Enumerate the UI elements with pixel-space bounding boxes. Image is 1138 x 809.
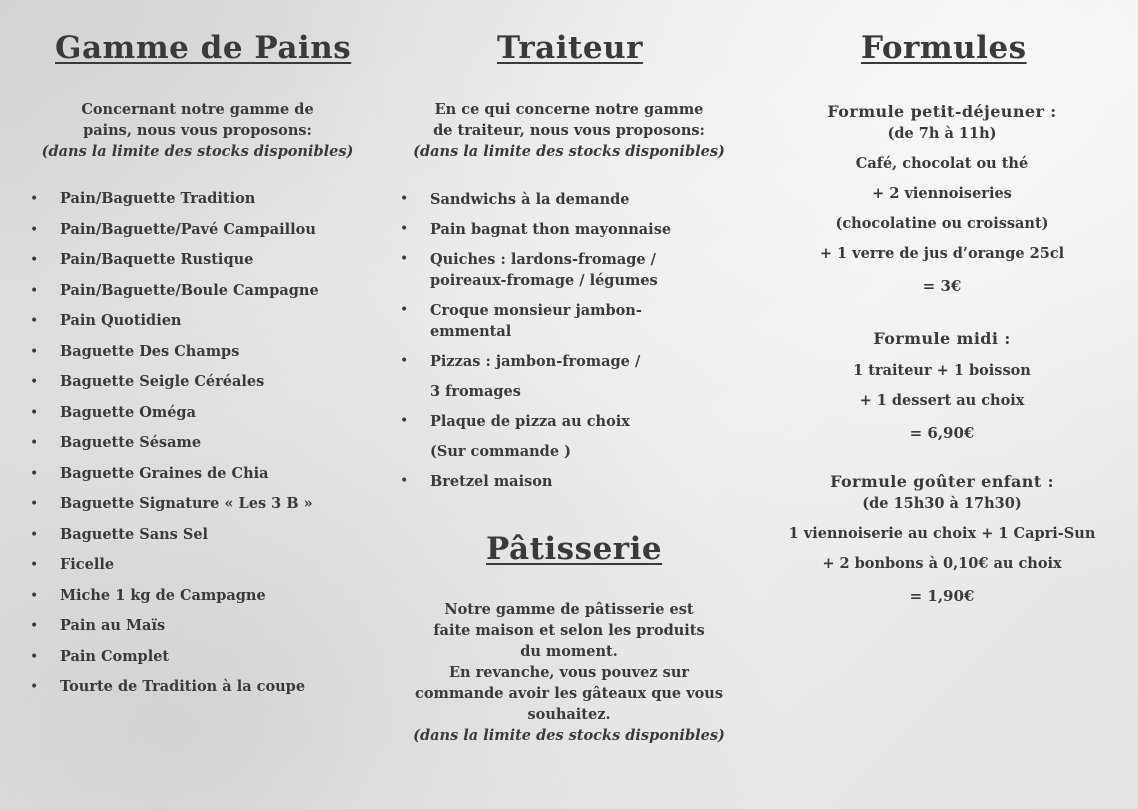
patisserie-line-6: souhaitez.	[527, 706, 611, 723]
formule-petit-dejeuner-line-1: Café, chocolat ou thé	[855, 155, 1029, 172]
formule-petit-dejeuner	[776, 101, 1108, 297]
formule-gouter-line-1: 1 viennoiserie au choix + 1 Capri-Sun	[788, 525, 1096, 542]
traiteur-list-item	[400, 471, 671, 492]
formule-gouter-price: = 1,90€	[909, 587, 975, 605]
traiteur-item-line-1: • Bretzel maison	[430, 473, 553, 490]
formule-midi-line-2: + 1 dessert au choix	[859, 392, 1025, 409]
traiteur-list-item	[400, 300, 671, 342]
traiteur-intro-line-2: de traiteur, nous vous proposons:	[433, 122, 705, 139]
pains-list-item: • Baguette Sans Sel	[30, 525, 319, 556]
traiteur-item-line-1: • Quiches : lardons-fromage /	[430, 251, 656, 268]
pains-intro-line-1: Concernant notre gamme de	[81, 101, 314, 118]
pains-list-item: • Pain/Baquette Rustique	[30, 250, 319, 281]
pains-list-item: • Miche 1 kg de Campagne	[30, 586, 319, 617]
traiteur-item-line-2: (Sur commande )	[430, 443, 571, 460]
pains-list-item: • Ficelle	[30, 555, 319, 586]
formule-petit-dejeuner-line-4: + 1 verre de jus d’orange 25cl	[819, 245, 1065, 262]
traiteur-item-line-1: • Sandwichs à la demande	[430, 191, 630, 208]
traiteur-list-item	[400, 411, 671, 462]
patisserie-line-5: commande avoir les gâteaux que vous	[414, 685, 723, 702]
traiteur-intro-line-1: En ce qui concerne notre gamme	[434, 101, 704, 118]
pains-list-item: • Baguette Signature « Les 3 B »	[30, 494, 319, 525]
formule-gouter-hours: (de 15h30 à 17h30)	[862, 495, 1022, 512]
traiteur-intro	[394, 99, 744, 162]
pains-list-item: • Tourte de Tradition à la coupe	[30, 677, 319, 708]
formule-midi-price: = 6,90€	[909, 424, 975, 442]
traiteur-item-line-2: emmental	[430, 323, 512, 340]
traiteur-item-line-2: poireaux-fromage / légumes	[430, 272, 658, 289]
patisserie-note: (dans la limite des stocks disponibles)	[413, 727, 725, 744]
pains-list-item: • Baguette Graines de Chia	[30, 464, 319, 495]
pains-list-item: • Pain/Baguette/Pavé Campaillou	[30, 220, 319, 251]
formule-midi-title: Formule midi :	[873, 329, 1011, 348]
formule-midi-line-1: 1 traiteur + 1 boisson	[853, 362, 1031, 379]
traiteur-list-item	[400, 189, 671, 210]
patisserie-text	[394, 599, 744, 746]
formule-gouter-title: Formule goûter enfant :	[830, 472, 1054, 491]
pains-heading: Gamme de Pains	[55, 30, 352, 66]
pains-list-item: • Baguette Oméga	[30, 403, 319, 434]
traiteur-heading: Traiteur	[497, 30, 643, 66]
pains-intro-line-2: pains, nous vous proposons:	[83, 122, 312, 139]
patisserie-heading: Pâtisserie	[486, 531, 663, 567]
formule-midi	[776, 328, 1108, 444]
formule-gouter-enfant	[776, 471, 1108, 607]
patisserie-line-3: du moment.	[520, 643, 618, 660]
formule-petit-dejeuner-price: = 3€	[922, 277, 962, 295]
pains-list-item: • Pain au Maïs	[30, 616, 319, 647]
traiteur-item-line-1: • Pain bagnat thon mayonnaise	[430, 221, 672, 238]
traiteur-list-item	[400, 249, 671, 291]
traiteur-list-item	[400, 219, 671, 240]
pains-list-item: • Pain Quotidien	[30, 311, 319, 342]
traiteur-list-item	[400, 351, 671, 402]
formule-petit-dejeuner-line-3: (chocolatine ou croissant)	[835, 215, 1049, 232]
pains-list-item: • Baguette Sésame	[30, 433, 319, 464]
traiteur-item-line-1: • Plaque de pizza au choix	[430, 413, 630, 430]
pains-list-item: • Pain/Baguette Tradition	[30, 189, 319, 220]
formule-petit-dejeuner-hours: (de 7h à 11h)	[887, 125, 997, 142]
traiteur-list	[400, 189, 671, 501]
pains-list-item: • Baguette Seigle Céréales	[30, 372, 319, 403]
pains-list-item: • Pain/Baguette/Boule Campagne	[30, 281, 319, 312]
formule-gouter-line-2: + 2 bonbons à 0,10€ au choix	[822, 555, 1062, 572]
formules-heading: Formules	[861, 30, 1027, 66]
pains-list-item: • Baguette Des Champs	[30, 342, 319, 373]
pains-list-item: • Pain Complet	[30, 647, 319, 678]
pains-list	[30, 189, 319, 708]
formule-petit-dejeuner-title: Formule petit-déjeuner :	[827, 102, 1057, 121]
formule-petit-dejeuner-line-2: + 2 viennoiseries	[872, 185, 1012, 202]
pains-intro-note: (dans la limite des stocks disponibles)	[41, 143, 354, 160]
pains-intro	[20, 99, 375, 162]
patisserie-line-4: En revanche, vous pouvez sur	[448, 664, 690, 681]
traiteur-item-line-1: • Croque monsieur jambon-	[430, 302, 642, 319]
patisserie-line-1: Notre gamme de pâtisserie est	[444, 601, 694, 618]
traiteur-item-line-1: • Pizzas : jambon-fromage /	[430, 353, 641, 370]
patisserie-line-2: faite maison et selon les produits	[433, 622, 705, 639]
traiteur-intro-note: (dans la limite des stocks disponibles)	[413, 143, 725, 160]
traiteur-item-line-2: 3 fromages	[430, 383, 521, 400]
